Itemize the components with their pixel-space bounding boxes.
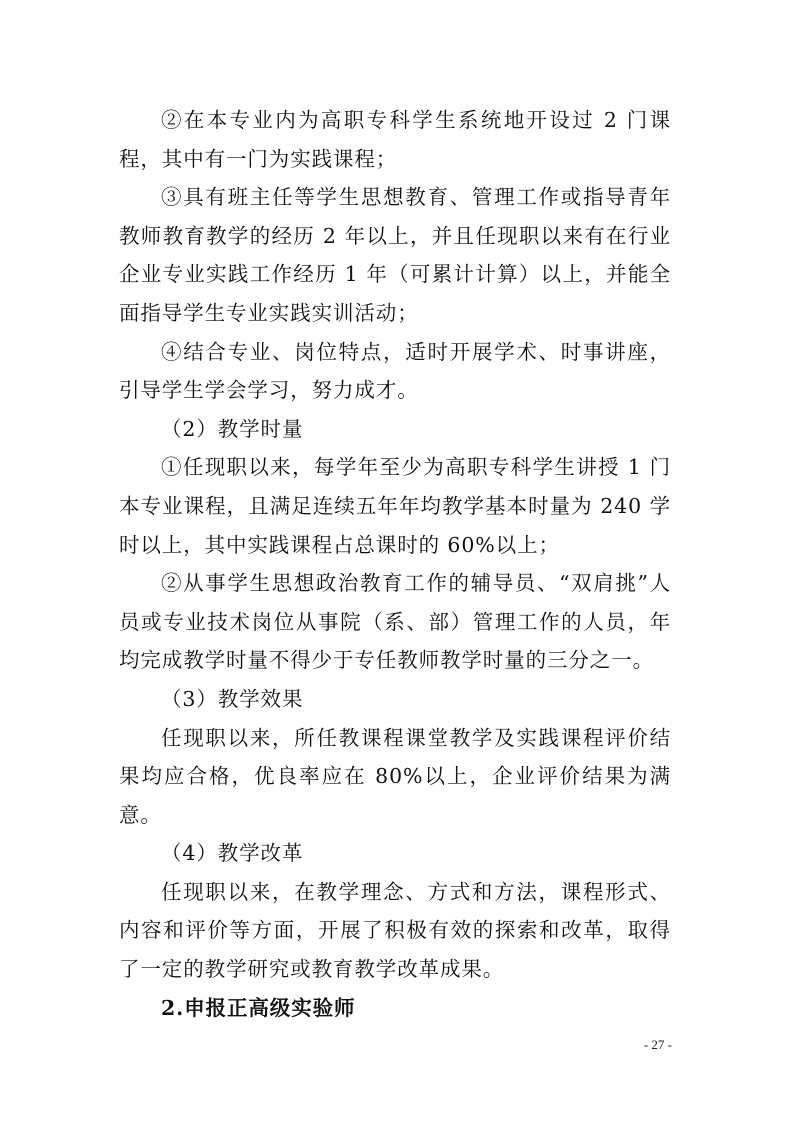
- paragraph-item-4: ④结合专业、岗位特点，适时开展学术、时事讲座，引导学生学会学习，努力成才。: [119, 339, 671, 403]
- document-body: [119, 101, 671, 1027]
- paragraph-item-3: ③具有班主任等学生思想教育、管理工作或指导青年教师教育教学的经历 2 年以上，并且任现职以来有在行业企业专业实践工作经历 1 年（可累计计算）以上，并能全面指导学生专业实践实训活动；: [119, 185, 671, 325]
- paragraph-hours-1: ①任现职以来，每学年至少为高职专科学生讲授 1 门本专业课程，且满足连续五年年均教学基本时量为 240 学时以上，其中实践课程占总课时的 60%以上；: [119, 455, 671, 557]
- heading-teaching-reform: （4）教学改革: [161, 841, 304, 866]
- heading-teaching-effect: （3）教学效果: [161, 686, 304, 711]
- paragraph-hours-2: ②从事学生思想政治教育工作的辅导员、“双肩挑”人员或专业技术岗位从事院（系、部）管理工作的人员，年均完成教学时量不得少于专任教师教学时量的三分之一。: [119, 571, 671, 673]
- paragraph-item-2: ②在本专业内为高职专科学生系统地开设过 2 门课程，其中有一门为实践课程；: [119, 108, 671, 171]
- paragraph-teaching-effect: 任现职以来，所任教课程课堂教学及实践课程评价结果均应合格，优良率应在 80%以上，企业评价结果为满意。: [119, 725, 671, 827]
- heading-teaching-hours: （2）教学时量: [161, 416, 304, 441]
- page-number-text: - 27 -: [643, 1037, 672, 1052]
- section-heading-senior-lab: 2.申报正高级实验师: [161, 995, 356, 1020]
- paragraph-teaching-reform: 任现职以来，在教学理念、方式和方法，课程形式、内容和评价等方面，开展了积极有效的探索和改革，取得了一定的教学研究或教育教学改革成果。: [119, 879, 671, 982]
